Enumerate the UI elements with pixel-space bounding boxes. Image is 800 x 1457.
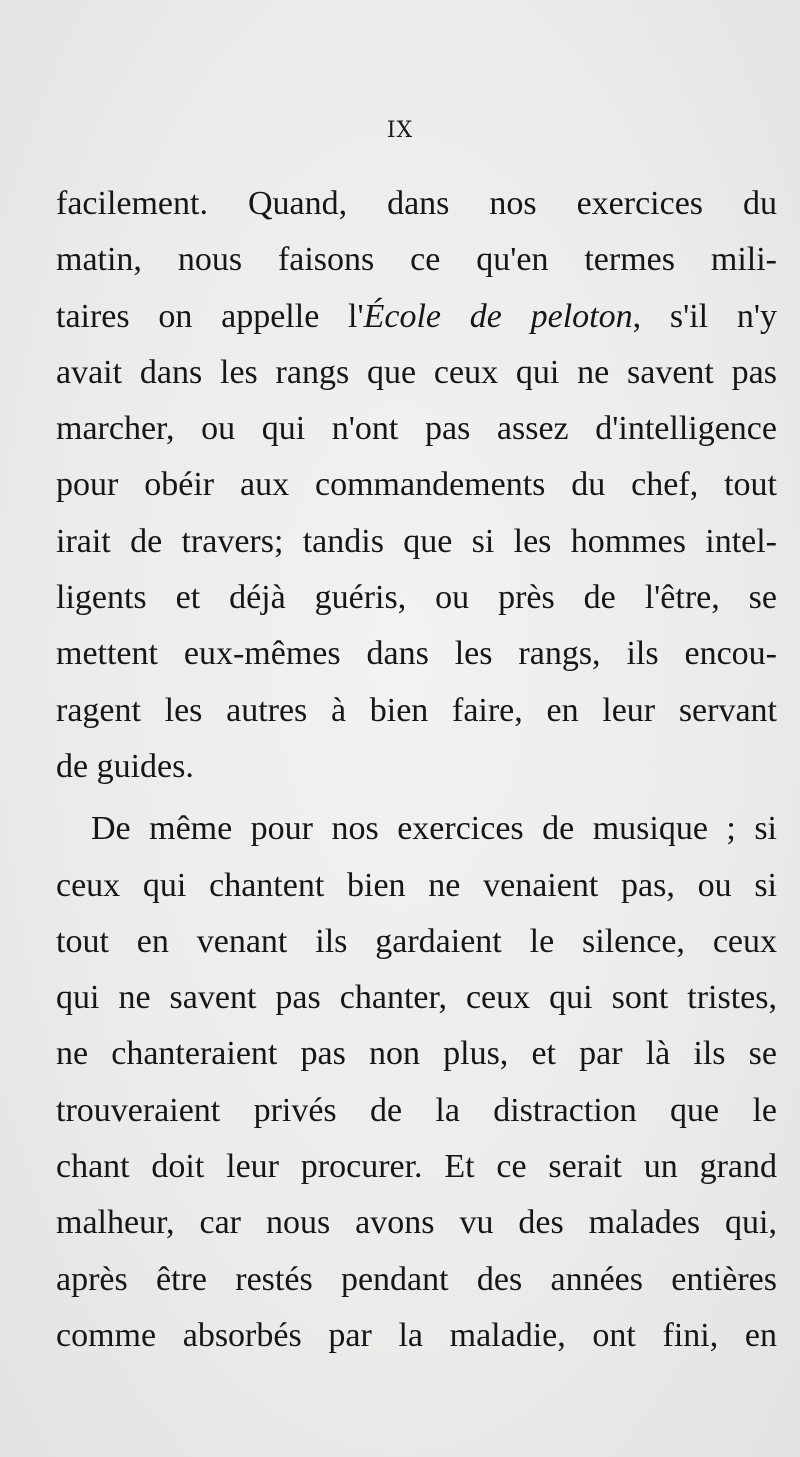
page-number: IX bbox=[386, 118, 414, 143]
text-line: ligents et déjà guéris, ou près de l'être, se bbox=[56, 579, 777, 617]
text-line: qui ne savent pas chanter, ceux qui sont tristes, bbox=[56, 979, 777, 1017]
text-line: irait de travers; tandis que si les hommes intel- bbox=[56, 522, 777, 560]
text-line: après être restés pendant des années entières bbox=[56, 1260, 777, 1298]
text-line: trouveraient privés de la distraction que le bbox=[56, 1091, 777, 1129]
text-fragment: , s'il n'y bbox=[632, 297, 777, 335]
text-line: comme absorbés par la maladie, ont fini, en bbox=[56, 1316, 777, 1354]
text-line: marcher, ou qui n'ont pas assez d'intelligence bbox=[56, 410, 777, 448]
text-line: ragent les autres à bien faire, en leur servant bbox=[56, 691, 777, 729]
text-line: mettent eux-mêmes dans les rangs, ils encou- bbox=[56, 635, 777, 673]
text-line: tout en venant ils gardaient le silence, ceux bbox=[56, 922, 777, 960]
italic-term: École de peloton bbox=[363, 297, 633, 335]
text-line: malheur, car nous avons vu des malades qui, bbox=[56, 1204, 777, 1242]
text-line: ne chanteraient pas non plus, et par là ils se bbox=[56, 1035, 777, 1073]
paragraph-1 bbox=[56, 176, 777, 795]
paragraph-2 bbox=[56, 801, 777, 1364]
text-fragment: taires on appelle l' bbox=[56, 297, 364, 335]
text-line: matin, nous faisons ce qu'en termes mili- bbox=[56, 241, 777, 279]
text-line: chant doit leur procurer. Et ce serait un grand bbox=[56, 1148, 777, 1186]
text-line: ceux qui chantent bien ne venaient pas, ou si bbox=[56, 866, 777, 904]
text-line: pour obéir aux commandements du chef, tout bbox=[56, 466, 777, 504]
text-line: De même pour nos exercices de musique ; si bbox=[91, 810, 777, 848]
text-line: de guides. bbox=[56, 747, 194, 785]
body-text bbox=[56, 176, 777, 1364]
text-line-with-italic bbox=[56, 289, 777, 345]
text-line: avait dans les rangs que ceux qui ne savent pas bbox=[56, 353, 777, 391]
text-line: facilement. Quand, dans nos exercices du bbox=[56, 185, 777, 222]
